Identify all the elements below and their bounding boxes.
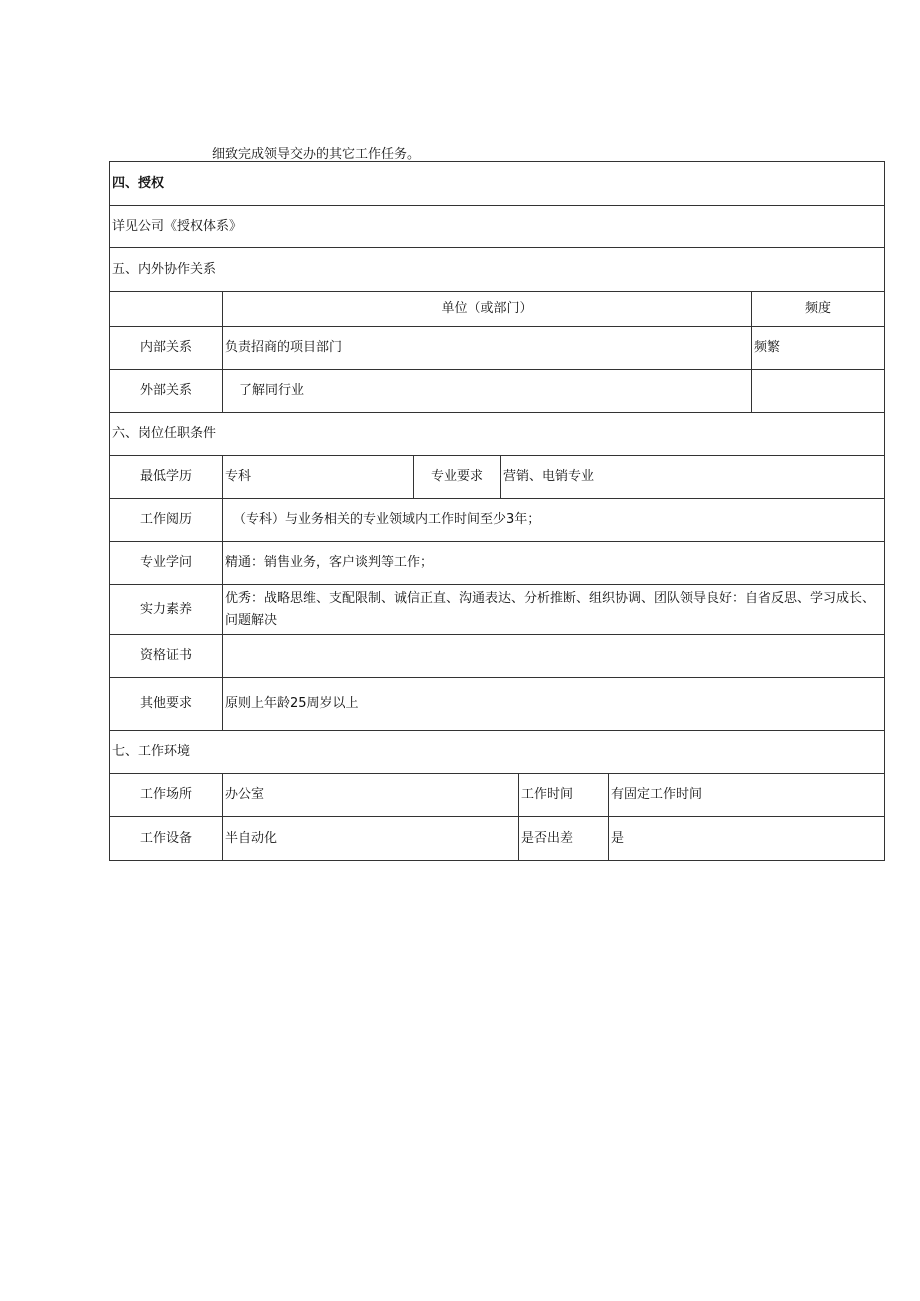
section7-title-row — [110, 731, 884, 774]
unit-cell: 负责招商的项目部门 — [223, 327, 752, 369]
table-row — [110, 370, 884, 413]
section5-title-row — [110, 248, 884, 292]
equipment-value: 半自动化 — [223, 817, 519, 860]
competency-row — [110, 585, 884, 635]
authorization-text: 详见公司《授权体系》 — [112, 218, 243, 234]
frequency-cell: 频繁 — [754, 340, 781, 355]
equipment-row — [110, 817, 884, 861]
section-title: 四、授权 — [112, 175, 165, 191]
education-value: 专科 — [223, 456, 414, 498]
unit-cell: 了解同行业 — [223, 370, 752, 412]
unit-header: 单位（或部门） — [223, 292, 752, 326]
frequency-cell — [752, 370, 884, 412]
major-label: 专业要求 — [414, 456, 501, 498]
knowledge-value: 精通：销售业务，客户谈判等工作； — [225, 555, 434, 570]
section5-header-row — [110, 292, 884, 327]
row-label: 资格证书 — [110, 635, 223, 677]
major-value: 营销、电销专业 — [503, 469, 595, 484]
other-value: 原则上年龄25周岁以上 — [225, 696, 359, 711]
intro-text: 细致完成领导交办的其它工作任务。 — [212, 147, 421, 162]
section6-title-row — [110, 413, 884, 456]
row-label: 外部关系 — [110, 370, 223, 412]
experience-value: （专科）与业务相关的专业领域内工作时间至少3年； — [233, 512, 541, 527]
section-title: 五、内外协作关系 — [112, 261, 217, 277]
row-label: 其他要求 — [110, 678, 223, 730]
knowledge-row — [110, 542, 884, 585]
frequency-header: 频度 — [804, 301, 831, 316]
time-label: 工作时间 — [519, 774, 609, 816]
row-label: 实力素养 — [110, 585, 223, 634]
travel-value: 是 — [611, 830, 625, 846]
time-value: 有固定工作时间 — [611, 787, 703, 802]
travel-label: 是否出差 — [519, 817, 609, 860]
row-label: 内部关系 — [110, 327, 223, 369]
certificate-row — [110, 635, 884, 678]
certificate-value — [223, 635, 884, 677]
row-label: 专业学问 — [110, 542, 223, 584]
competency-value: 优秀：战略思维、支配限制、诚信正直、沟通表达、分析推断、组织协调、团队领导良好：自省反思、学习成长、问题解决 — [225, 590, 876, 628]
education-row — [110, 456, 884, 499]
place-value: 办公室 — [223, 774, 519, 816]
row-label: 工作场所 — [110, 774, 223, 816]
section-title: 六、岗位任职条件 — [112, 426, 217, 441]
place-row — [110, 774, 884, 817]
section-title: 七、工作环境 — [112, 744, 191, 759]
section4-content-row — [110, 206, 884, 248]
row-label: 工作阅历 — [110, 499, 223, 541]
experience-row — [110, 499, 884, 542]
table-row — [110, 327, 884, 370]
row-label: 工作设备 — [110, 817, 223, 860]
empty-cell — [110, 292, 223, 326]
row-label: 最低学历 — [110, 456, 223, 498]
other-row — [110, 678, 884, 731]
section4-title-row — [110, 162, 884, 206]
job-description-table — [109, 161, 885, 861]
